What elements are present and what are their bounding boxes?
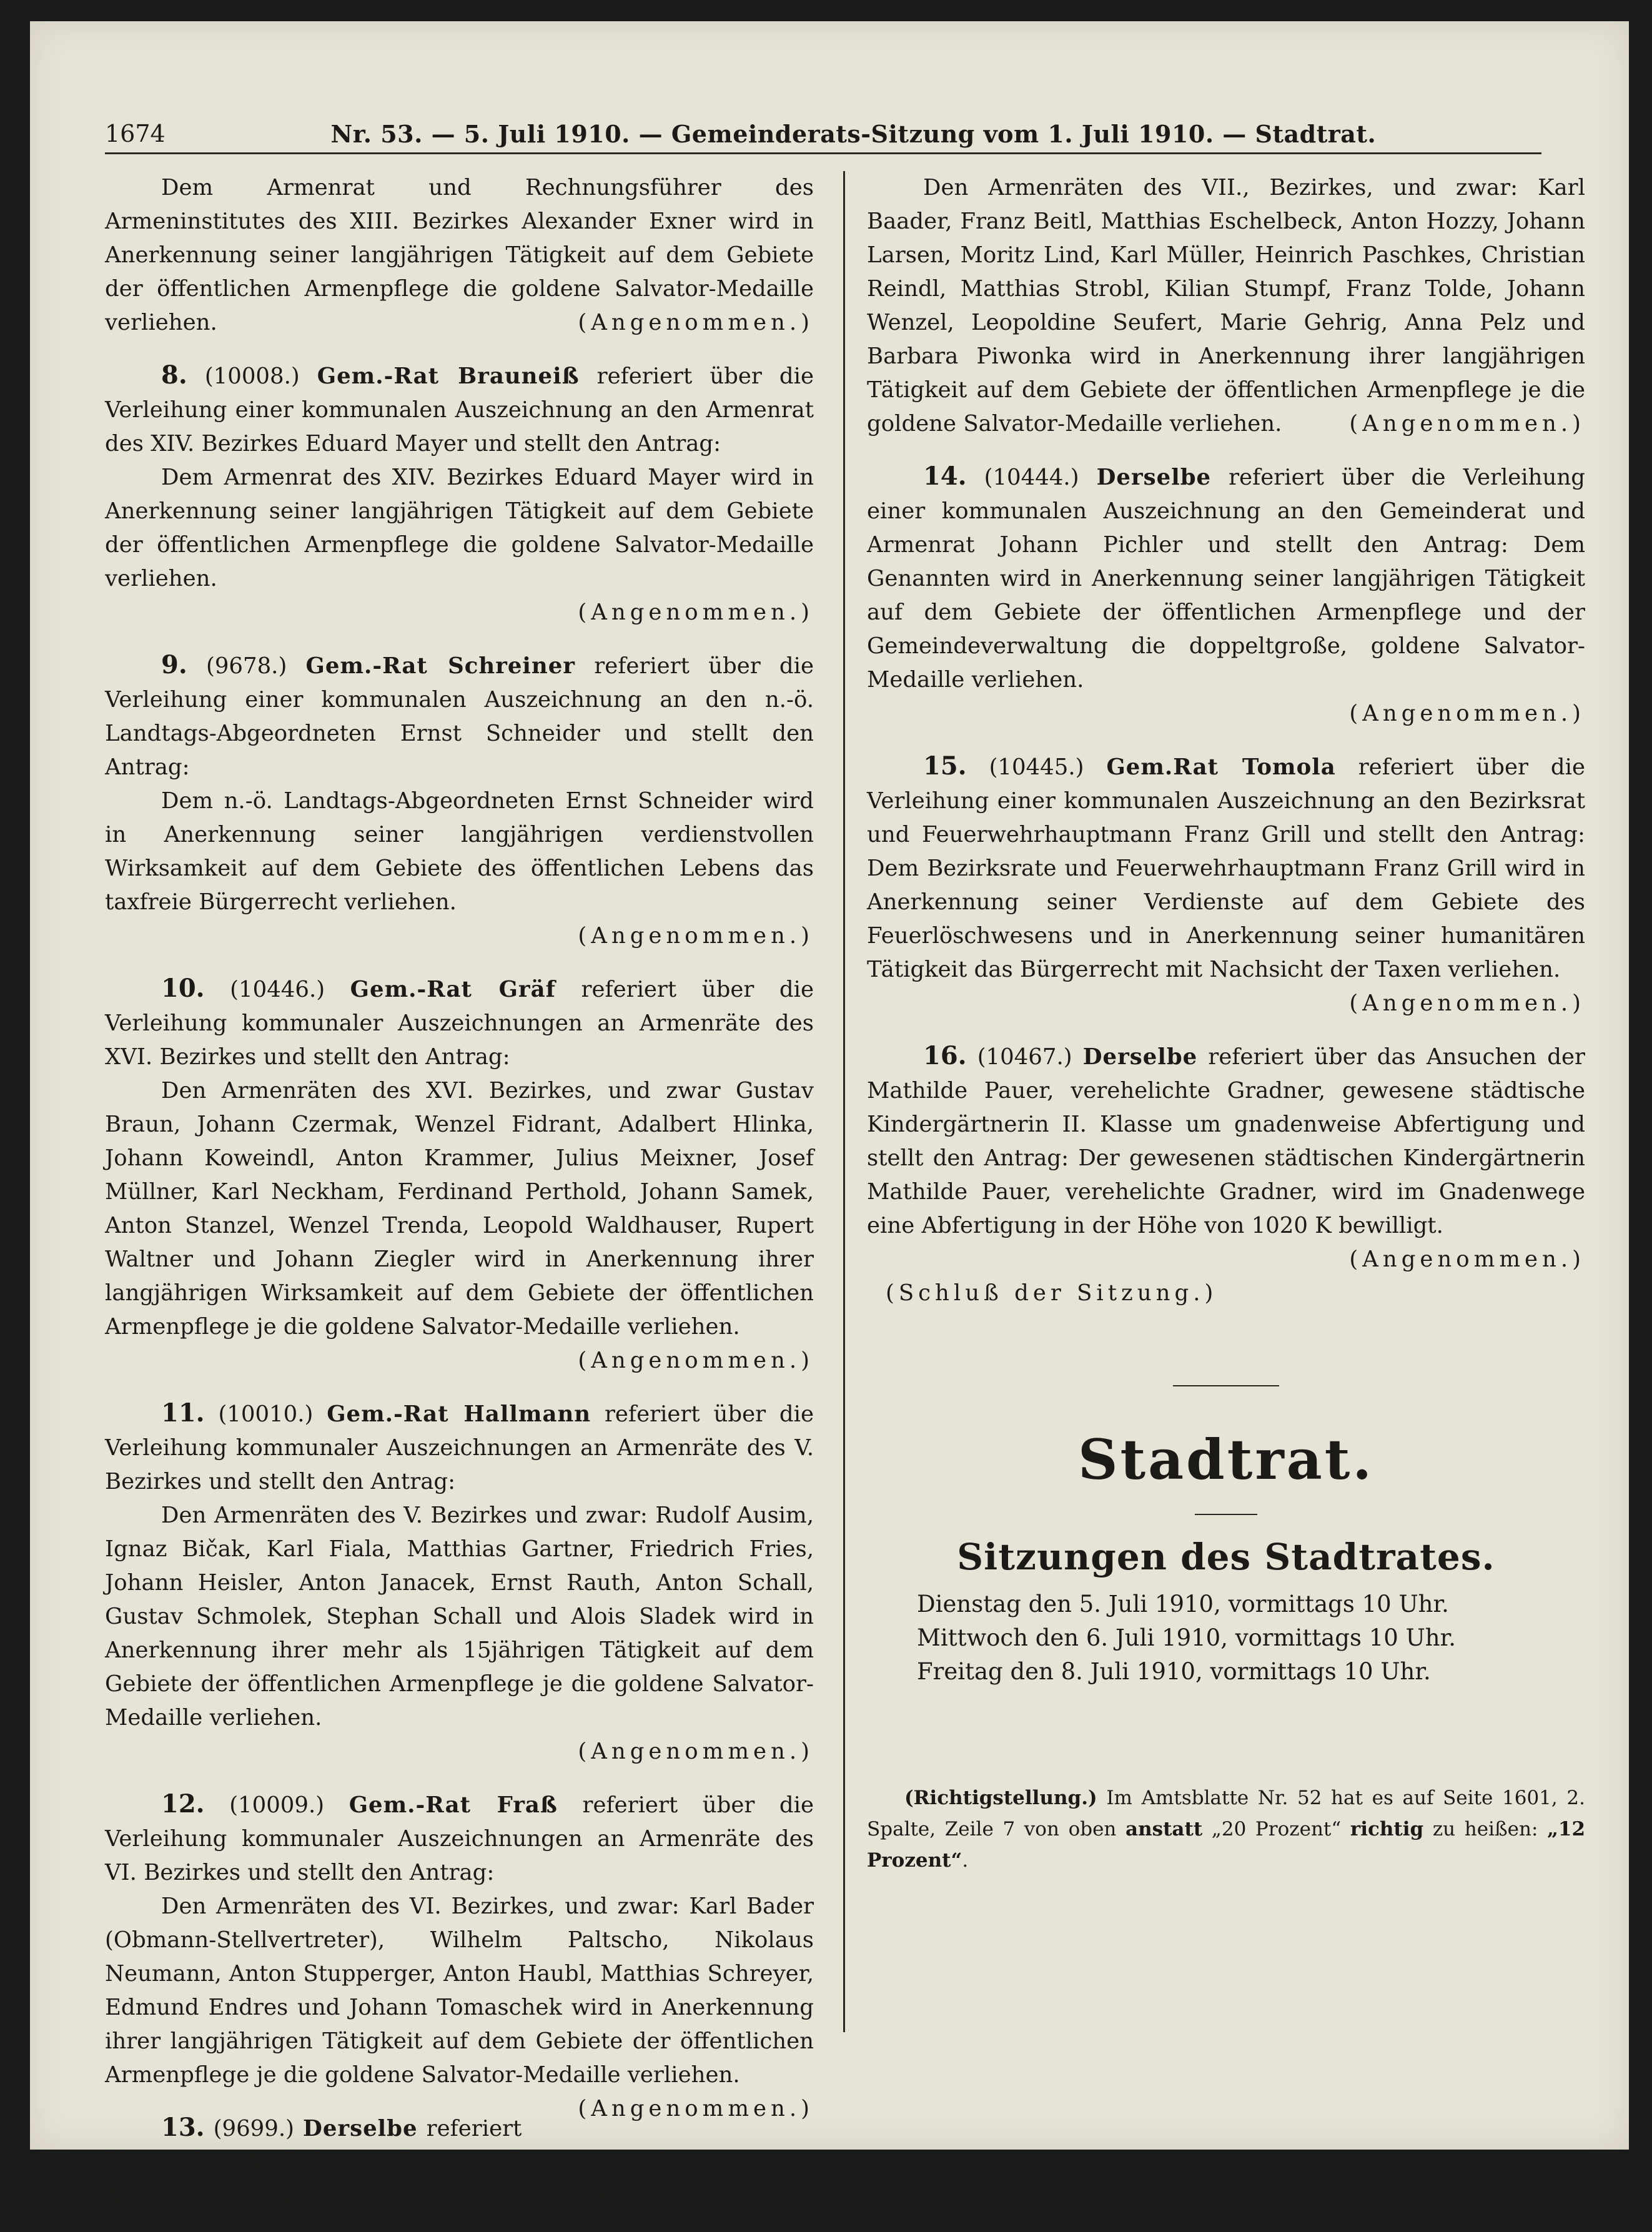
item-reference: (10009.) — [229, 1792, 325, 1818]
motion-text: Den Armenräten des XVI. Bezirkes, und zwar Gustav Braun, Johann Czermak, Wenzel Fidrant, Adalbert Hlinka, Johann Koweindl, Anton Krammer, Julius Meixner, Josef Müllner, Karl Neckham, Ferdinand Perthold, Johann Samek, Anton Stanzel, Wenzel Trenda, Leopold Waldhauser, Rupert Waltner und Johann Ziegler wird in Anerkennung ihrer langjährigen Wirksamkeit auf dem Gebiete der öffentlichen Armenpflege je die goldene Salvator-Medaille verliehen. — [105, 1078, 814, 1340]
item-lead: 8. (10008.) Gem.-Rat Brauneiß referiert über die Verleihung einer kommunalen Auszeichnung an den Armenrat des XIV. Bezirkes Eduard Mayer und stellt den Antrag: — [105, 360, 814, 457]
speaker-name: Gem.-Rat Hallmann — [327, 1401, 591, 1427]
session-closing: (Schluß der Sitzung.) — [886, 1280, 1218, 1306]
speaker-name: Gem.-Rat Brauneiß — [317, 363, 580, 389]
running-title: Nr. 53. — 5. Juli 1910. — Gemeinderats-Sitzung vom 1. Juli 1910. — Stadtrat. — [330, 119, 1377, 148]
speaker-name: Derselbe — [303, 2116, 418, 2141]
right-column — [867, 171, 1585, 1876]
item-9 — [105, 648, 814, 953]
item-13-continued — [867, 171, 1585, 441]
item-reference: (10445.) — [989, 754, 1084, 780]
correction-notice: (Richtigstellung.) Im Amtsblatte Nr. 52 hat es auf Seite 1601, 2. Spalte, Zeile 7 von oben anstatt „20 Prozent“ richtig zu heißen: „12 Prozent“. — [867, 1787, 1586, 1872]
item-reference: (9678.) — [205, 653, 287, 679]
item-number: 9. — [161, 650, 187, 679]
session-date: Freitag den 8. Juli 1910, vormittags 10 Uhr. — [917, 1658, 1431, 1685]
item-lead: 11. (10010.) Gem.-Rat Hallmann referiert über die Verleihung kommunaler Auszeichnungen an Armenräte des V. Bezirkes und stellt den Antrag: — [105, 1398, 814, 1494]
running-header — [105, 115, 1541, 154]
item-reference: (9699.) — [213, 2116, 294, 2141]
motion-text: Den Armenräten des V. Bezirkes und zwar: Rudolf Ausim, Ignaz Bičak, Karl Fiala, Matthias Gartner, Friedrich Fries, Johann Heisler, Anton Janacek, Ernst Rauth, Anton Schall, Gustav Schmolek, Stephan Schall und Alois Sladek wird in Anerkennung ihrer mehr als 15jährigen Tätigkeit auf dem Gebiete der öffentlichen Armenpflege je die goldene Salvator-Medaille verliehen. — [105, 1503, 814, 1731]
result-label: (Angenommen.) — [578, 923, 814, 949]
item-number: 13. — [161, 2113, 205, 2142]
item-reference: (10467.) — [977, 1044, 1072, 1070]
item-number: 12. — [161, 1789, 205, 1819]
item-number: 14. — [923, 462, 967, 491]
item-reference: (10008.) — [204, 363, 300, 389]
item-10 — [105, 972, 814, 1378]
item-lead: 13. (9699.) Derselbe referiert über die Verleihung kommunaler Auszeichnungen an Armenräte des VII. Bezirkes und stellt den Antrag: — [105, 2113, 814, 2209]
result-label: (Angenommen.) — [578, 1348, 814, 1373]
item-reference: (10446.) — [230, 977, 325, 1002]
result-label: (Angenommen.) — [1349, 1247, 1585, 1272]
item-number: 8. — [161, 360, 187, 390]
result-label: (Angenommen.) — [1349, 990, 1585, 1016]
correction-label: (Richtigstellung.) — [904, 1787, 1097, 1809]
column-divider — [843, 171, 845, 2032]
item-lead: 16. (10467.) Derselbe referiert über das Ansuchen der Mathilde Pauer, verehelichte Gradner, gewesene städtische Kindergärtnerin II. Klasse um gnadenweise Abfertigung und stellt den Antrag: Der gewesenen städtischen Kindergärtnerin Mathilde Pauer, verehelichte Gradner, wird im Gnadenwege eine Abfertigung in der Höhe von 1020 K bewilligt. — [867, 1041, 1585, 1238]
newspaper-page — [30, 21, 1629, 2209]
speaker-name: Derselbe — [1096, 465, 1212, 490]
session-date: Dienstag den 5. Juli 1910, vormittags 10 Uhr. — [917, 1591, 1449, 1617]
item-13 — [105, 2111, 814, 2213]
item-16 — [867, 1039, 1585, 1310]
result-label: (Angenommen.) — [578, 310, 814, 335]
item-lead: 12. (10009.) Gem.-Rat Fraß referiert über die Verleihung kommunaler Auszeichnungen an Armenräte des VI. Bezirkes und stellt den Antrag: — [105, 1789, 814, 1885]
speaker-name: Gem.-Rat Fraß — [349, 1792, 558, 1818]
section-rule-small — [1195, 1514, 1257, 1515]
result-label: (Angenommen.) — [1349, 701, 1585, 726]
item-8 — [105, 358, 814, 630]
speaker-name: Gem.Rat Tomola — [1106, 754, 1336, 780]
speaker-name: Gem.-Rat Schreiner — [305, 653, 576, 679]
item-number: 11. — [161, 1398, 205, 1428]
session-date: Mittwoch den 6. Juli 1910, vormittags 10 Uhr. — [917, 1624, 1456, 1651]
item-intro-left — [105, 171, 814, 340]
speaker-name: Gem.-Rat Gräf — [350, 977, 556, 1002]
page-number: 1674 — [105, 120, 166, 147]
item-15 — [867, 749, 1585, 1020]
result-label: (Angenommen.) — [1349, 411, 1585, 437]
result-label: (Angenommen.) — [578, 2096, 814, 2121]
item-lead: 14. (10444.) Derselbe referiert über die Verleihung einer kommunalen Auszeichnung an den Gemeinderat und Armenrat Johann Pichler und stellt den Antrag: Dem Genannten wird in Anerkennung seiner langjährigen Tätigkeit auf dem Gebiete der öffentlichen Armenpflege und der Gemeindeverwaltung die doppeltgroße, goldene Salvator-Medaille verliehen. — [867, 462, 1585, 693]
result-label: (Angenommen.) — [578, 1739, 814, 1764]
motion-text: Den Armenräten des VI. Bezirkes, und zwar: Karl Bader (Obmann-Stellvertreter), Wilhelm Paltscho, Nikolaus Neumann, Anton Stupperger, Anton Haubl, Matthias Schreyer, Edmund Endres und Johann Tomaschek wird in Anerkennung ihrer langjährigen Tätigkeit auf dem Gebiete der öffentlichen Armenpflege je die goldene Salvator-Medaille verliehen. (Angenommen.) — [105, 1890, 814, 2092]
item-number: 16. — [923, 1041, 967, 1070]
motion-text: Den Armenräten des VII., Bezirkes, und zwar: Karl Baader, Franz Beitl, Matthias Eschelbeck, Anton Hozzy, Johann Larsen, Moritz Lind, Karl Müller, Heinrich Paschkes, Christian Reindl, Matthias Strobl, Kilian Stumpf, Franz Tolde, Johann Wenzel, Leopoldine Seufert, Marie Gehrig, Anna Pelz und Barbara Piwonka wird in Anerkennung ihrer langjährigen Tätigkeit auf dem Gebiete der öffentlichen Armenpflege je die goldene Salvator-Medaille verliehen. (Angenommen.) — [867, 171, 1585, 441]
section-title: Stadtrat. — [1077, 1427, 1375, 1492]
left-column — [105, 171, 814, 2232]
item-number: 15. — [923, 751, 967, 781]
motion-text: Dem Armenrat und Rechnungsführer des Armeninstitutes des XIII. Bezirkes Alexander Exner wird in Anerkennung seiner langjährigen Tätigkeit auf dem Gebiete der öffentlichen Armenpflege die goldene Salvator-Medaille verliehen. (Angenommen.) — [105, 171, 814, 340]
result-label: (Angenommen.) — [578, 600, 814, 625]
subsection-title: Sitzungen des Stadtrates. — [957, 1536, 1495, 1578]
item-reference: (10444.) — [984, 465, 1079, 490]
item-12 — [105, 1787, 814, 2121]
item-14 — [867, 460, 1585, 731]
item-lead: 9. (9678.) Gem.-Rat Schreiner referiert über die Verleihung einer kommunalen Auszeichnung an den n.-ö. Landtags-Abgeordneten Ernst Schneider und stellt den Antrag: — [105, 650, 814, 780]
item-number: 10. — [161, 974, 205, 1003]
item-reference: (10010.) — [218, 1401, 314, 1427]
item-lead: 10. (10446.) Gem.-Rat Gräf referiert über die Verleihung kommunaler Auszeichnungen an Armenräte des XVI. Bezirkes und stellt den Antrag: — [105, 974, 814, 1070]
speaker-name: Derselbe — [1082, 1044, 1198, 1070]
item-11 — [105, 1396, 814, 1769]
motion-text: Dem Armenrat des XIV. Bezirkes Eduard Mayer wird in Anerkennung seiner langjährigen Tätigkeit auf dem Gebiete der öffentlichen Armenpflege die goldene Salvator-Medaille verliehen. — [105, 465, 814, 591]
session-dates — [867, 1588, 1585, 1689]
item-lead: 15. (10445.) Gem.Rat Tomola referiert über die Verleihung einer kommunalen Auszeichnung an den Bezirksrat und Feuerwehrhauptmann Franz Grill und stellt den Antrag: Dem Bezirksrate und Feuerwehrhauptmann Franz Grill wird in Anerkennung seiner Verdienste auf dem Gebiete des Feuerlöschwesens und in Anerkennung seiner humanitären Tätigkeit das Bürgerrecht mit Nachsicht der Taxen verliehen. — [867, 751, 1586, 982]
motion-text: Dem n.-ö. Landtags-Abgeordneten Ernst Schneider wird in Anerkennung seiner langjährigen verdienstvollen Wirksamkeit auf dem Gebiete des öffentlichen Lebens das taxfreie Bürgerrecht verliehen. — [105, 788, 814, 915]
section-rule — [1173, 1385, 1279, 1386]
